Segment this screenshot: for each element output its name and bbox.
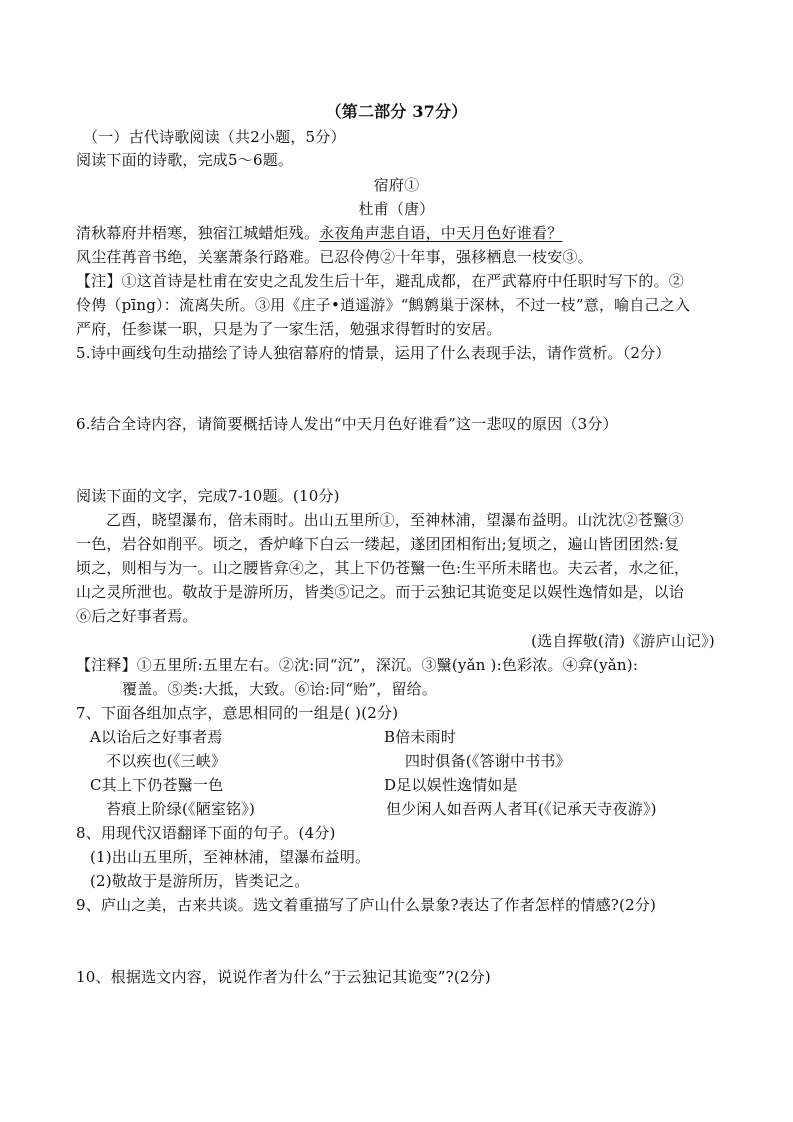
passage-line-5: ⑥后之好事者焉。 bbox=[76, 607, 198, 625]
poem-title: 宿府① bbox=[373, 176, 420, 194]
q7-option-b-compare: 四时俱备(《答谢中书书》 bbox=[405, 752, 571, 770]
passage-note-1: 【注释】①五里所:五里左右。②沈:同“沉”，深沉。③黳(yǎn ):色彩浓。④弇(yǎn): bbox=[76, 656, 639, 674]
q7-option-c-compare: 苔痕上阶绿(《陋室铭》) bbox=[106, 800, 256, 818]
poem-line-2: 风尘荏苒音书绝，关塞萧条行路难。已忍伶俜②十年事，强移栖息一枝安③。 bbox=[76, 248, 593, 266]
question-6: 6.结合全诗内容，请简要概括诗人发出“中天月色好谁看”这一悲叹的原因（3分） bbox=[76, 415, 618, 433]
passage-line-2: 一色，岩谷如削平。顷之，香炉峰下白云一缕起，遂团团相衔出;复顷之，遍山皆团团然:复 bbox=[76, 535, 680, 553]
poem-note-2: 伶俜（pīng）：流离失所。③用《庄子•逍遥游》“鹪鹩巢于深林，不过一枝”意，喻自己之入 bbox=[76, 296, 691, 314]
question-7: 7、下面各组加点字，意思相同的一组是( )(2分) bbox=[76, 704, 399, 722]
question-9: 9、庐山之美，古来共谈。选文着重描写了庐山什么景象?表达了作者怎样的情感?(2分) bbox=[76, 896, 657, 914]
section1-instruction: 阅读下面的诗歌，完成5～6题。 bbox=[76, 151, 294, 169]
passage-source: (选自挥敬(清)《游庐山记》) bbox=[531, 632, 715, 650]
section2-instruction: 阅读下面的文字，完成7-10题。(10分) bbox=[76, 487, 340, 505]
section1-heading: （一）古代诗歌阅读（共2小题，5分） bbox=[83, 128, 346, 146]
poem-line-1-plain: 清秋幕府井梧寒，独宿江城蜡炬残。 bbox=[76, 224, 320, 242]
passage-note-2: 覆盖。⑤类:大抵，大致。⑥诒:同“贻”，留给。 bbox=[122, 680, 438, 698]
q7-option-a-compare: 不以疾也(《三峡》 bbox=[106, 752, 227, 770]
q7-option-d: D足以娱性逸情如是 bbox=[384, 776, 518, 794]
passage-line-1: 乙酉，晓望瀑布，倍未雨时。出山五里所①，至神林浦，望瀑布益明。山沈沈②苍黳③ bbox=[106, 511, 684, 529]
q7-option-b: B倍未雨时 bbox=[384, 728, 457, 746]
poem-note-3: 严府，任参谋一职，只是为了一家生活，勉强求得暂时的安居。 bbox=[76, 320, 502, 338]
q8-sentence-2: (2)敬故于是游所历，皆类记之。 bbox=[90, 872, 310, 890]
poem-line-1-underlined: 永夜角声悲自语，中天月色好谁看？ bbox=[319, 224, 563, 242]
poem-line-1 bbox=[76, 222, 562, 244]
poem-note-1: 【注】①这首诗是杜甫在安史之乱发生后十年，避乱成都，在严武幕府中任职时写下的。② bbox=[76, 272, 685, 290]
question-5: 5.诗中画线句生动描绘了诗人独宿幕府的情景，运用了什么表现手法，请作赏析。（2分） bbox=[76, 344, 671, 362]
q7-option-a: A以诒后之好事者焉 bbox=[90, 728, 223, 746]
passage-line-4: 山之灵所泄也。敬故于是游所历，皆类⑤记之。而于云独记其诡变足以娱性逸情如是，以诒 bbox=[76, 583, 685, 601]
q7-option-d-compare: 但少闲人如吾两人者耳(《记承天寺夜游》) bbox=[386, 800, 657, 818]
passage-line-3: 顷之，则相与为一。山之腰皆弇④之，其上下仍苍黳一色:生平所未睹也。夫云者，水之征， bbox=[76, 559, 690, 577]
question-10: 10、根据选文内容，说说作者为什么“于云独记其诡变”?(2分) bbox=[76, 968, 491, 986]
question-8: 8、用现代汉语翻译下面的句子。(4分) bbox=[76, 824, 336, 842]
q8-sentence-1: (1)出山五里所，至神林浦，望瀑布益明。 bbox=[90, 848, 371, 866]
part-title: （第二部分 37分） bbox=[325, 102, 468, 121]
q7-option-c: C其上下仍苍黳一色 bbox=[90, 776, 224, 794]
poem-author: 杜甫（唐） bbox=[358, 200, 435, 218]
